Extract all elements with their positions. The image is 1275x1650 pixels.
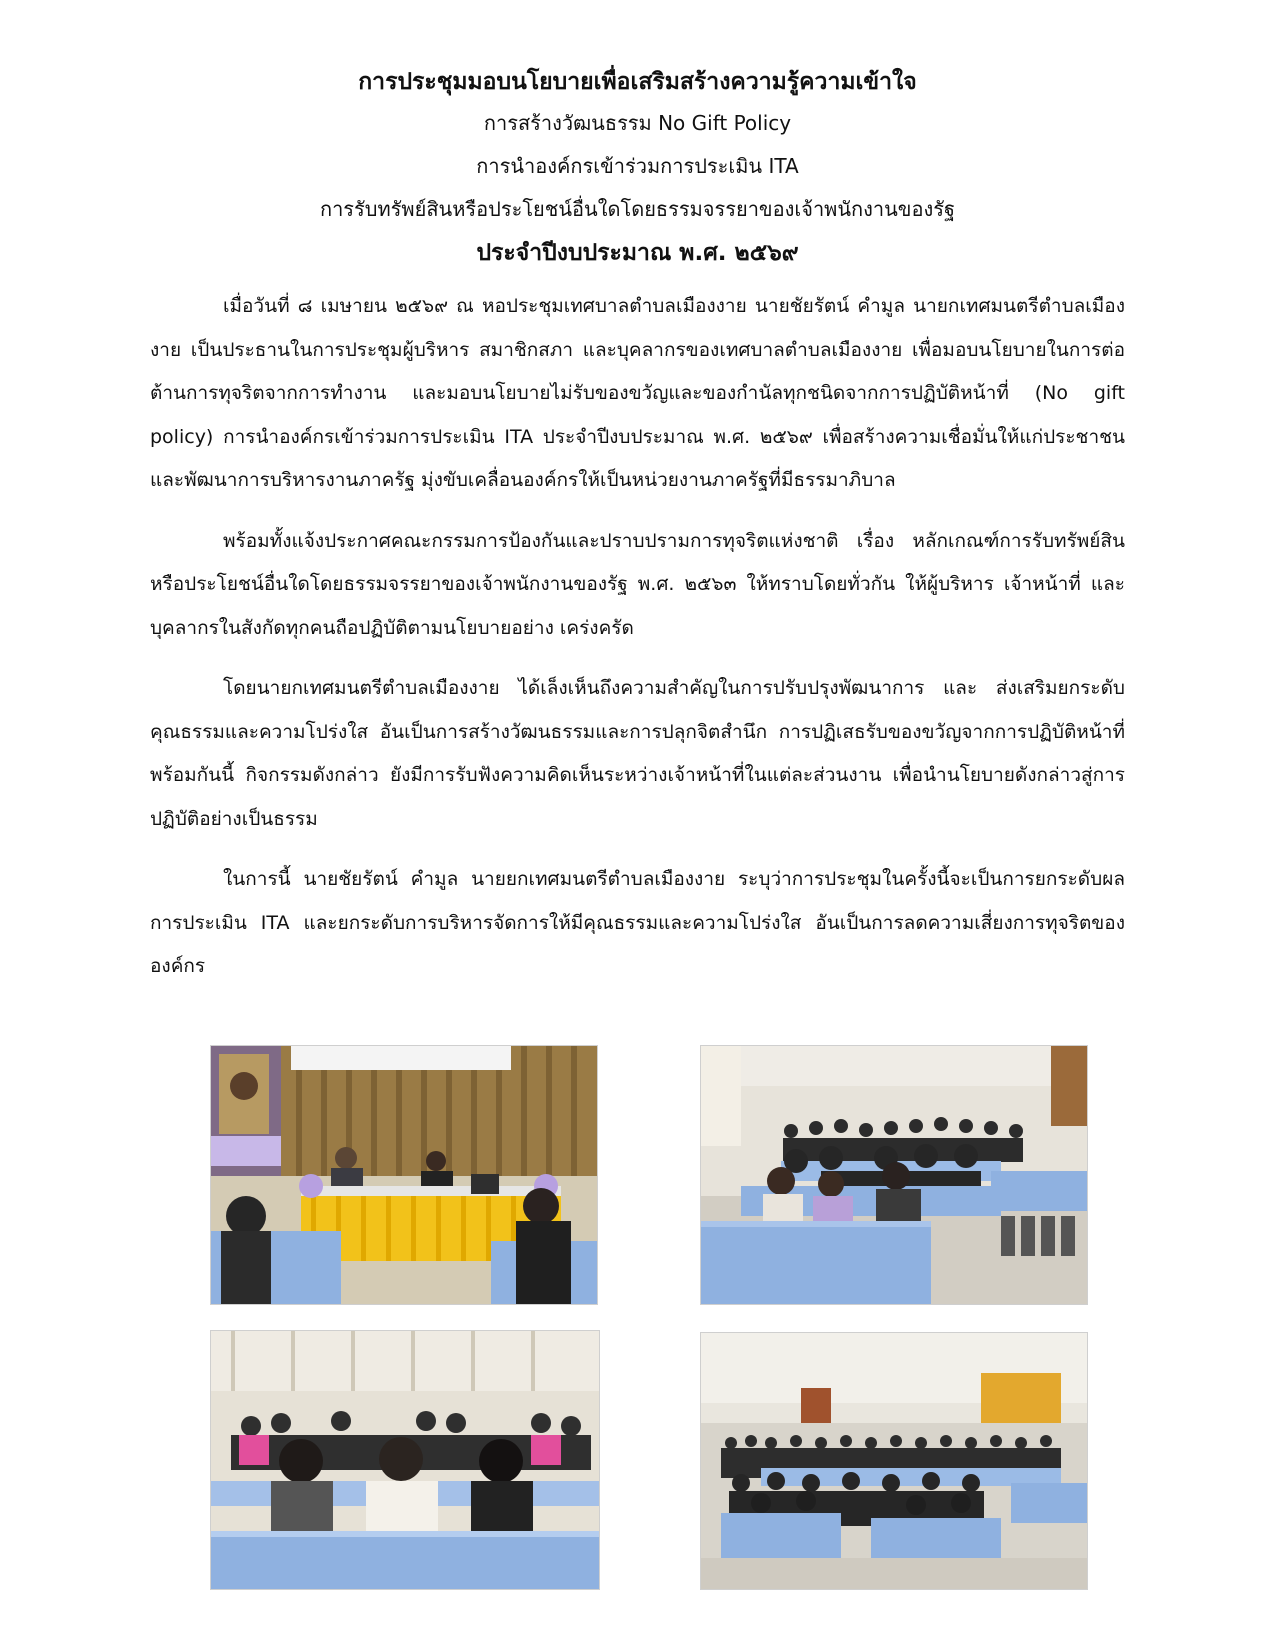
document-header [150, 62, 1125, 273]
paragraph-2: พร้อมทั้งแจ้งประกาศคณะกรรมการป้องกันและปราบปรามการทุจริตแห่งชาติ เรื่อง หลักเกณฑ์การรับทรัพย์สินหรือประโยชน์อื่นใดโดยธรรมจรรยาของเจ้าพนักงานของรัฐ พ.ศ. ๒๕๖๓ ให้ทราบโดยทั่วกัน ให้ผู้บริหาร เจ้าหน้าที่ และบุคลากรในสังกัดทุกคนถือปฏิบัติตามนโยบายอย่าง เคร่งครัด [150, 529, 1125, 639]
paragraph-4: ในการนี้ นายชัยรัตน์ คำมูล นายยกเทศมนตรีตำบลเมืองงาย ระบุว่าการประชุมในครั้งนี้จะเป็นการยกระดับผลการประเมิน ITA และยกระดับการบริหารจัดการให้มีคุณธรรมและความโปร่งใส อันเป็นการลดความเสี่ยงการทุจริตขององค์กร [150, 868, 1125, 977]
subtitle-assets: การรับทรัพย์สินหรือประโยชน์อื่นใดโดยธรรมจรรยาของเจ้าพนักงานของรัฐ [319, 197, 956, 221]
paragraph-1: เมื่อวันที่ ๘ เมษายน ๒๕๖๙ ณ หอประชุมเทศบาลตำบลเมืองงาย นายชัยรัตน์ คำมูล นายกเทศมนตรีตำบลเมืองงาย เป็นประธานในการประชุมผู้บริหาร สมาชิกสภา และบุคลากรของเทศบาลตำบลเมืองงาย เพื่อมอบนโยบายในการต่อต้านการทุจริตจากการทำงาน และมอบนโยบายไม่รับของขวัญและของกำนัลทุกชนิดจากการปฏิบัติหน้าที่ (No gift policy) การนำองค์กรเข้าร่วมการประเมิน ITA ประจำปีงบประมาณ พ.ศ. ๒๕๖๙ เพื่อสร้างความเชื่อมั่นให้แก่ประชาชน และพัฒนาการบริหารงานภาครัฐ มุ่งขับเคลื่อนองค์กรให้เป็นหน่วยงานภาครัฐที่มีธรรมาภิบาล [150, 295, 1125, 491]
document-title: การประชุมมอบนโยบายเพื่อเสริมสร้างความรู้ความเข้าใจ [358, 69, 917, 95]
photo-head-table [210, 1045, 598, 1305]
photo-hall-wide [700, 1332, 1088, 1590]
document-body [150, 285, 1125, 1006]
subtitle-no-gift: การสร้างวัฒนธรรม No Gift Policy [483, 111, 792, 135]
fiscal-year-title: ประจำปีงบประมาณ พ.ศ. ๒๕๖๙ [476, 240, 799, 266]
paragraph-3: โดยนายกเทศมนตรีตำบลเมืองงาย ได้เล็งเห็นถึงความสำคัญในการปรับปรุงพัฒนาการ และ ส่งเสริมยกระดับคุณธรรมและความโปร่งใส อันเป็นการสร้างวัฒนธรรมและการปลุกจิตสำนึก การปฏิเสธรับของขวัญจากการปฏิบัติหน้าที่ พร้อมกันนี้ กิจกรรมดังกล่าว ยังมีการรับฟังความคิดเห็นระหว่างเจ้าหน้าที่ในแต่ละส่วนงาน เพื่อนำนโยบายดังกล่าวสู่การปฏิบัติอย่างเป็นธรรม [150, 677, 1125, 830]
subtitle-ita: การนำองค์กรเข้าร่วมการประเมิน ITA [476, 154, 799, 178]
photo-front-row [210, 1330, 600, 1590]
photo-audience-rows [700, 1045, 1088, 1305]
